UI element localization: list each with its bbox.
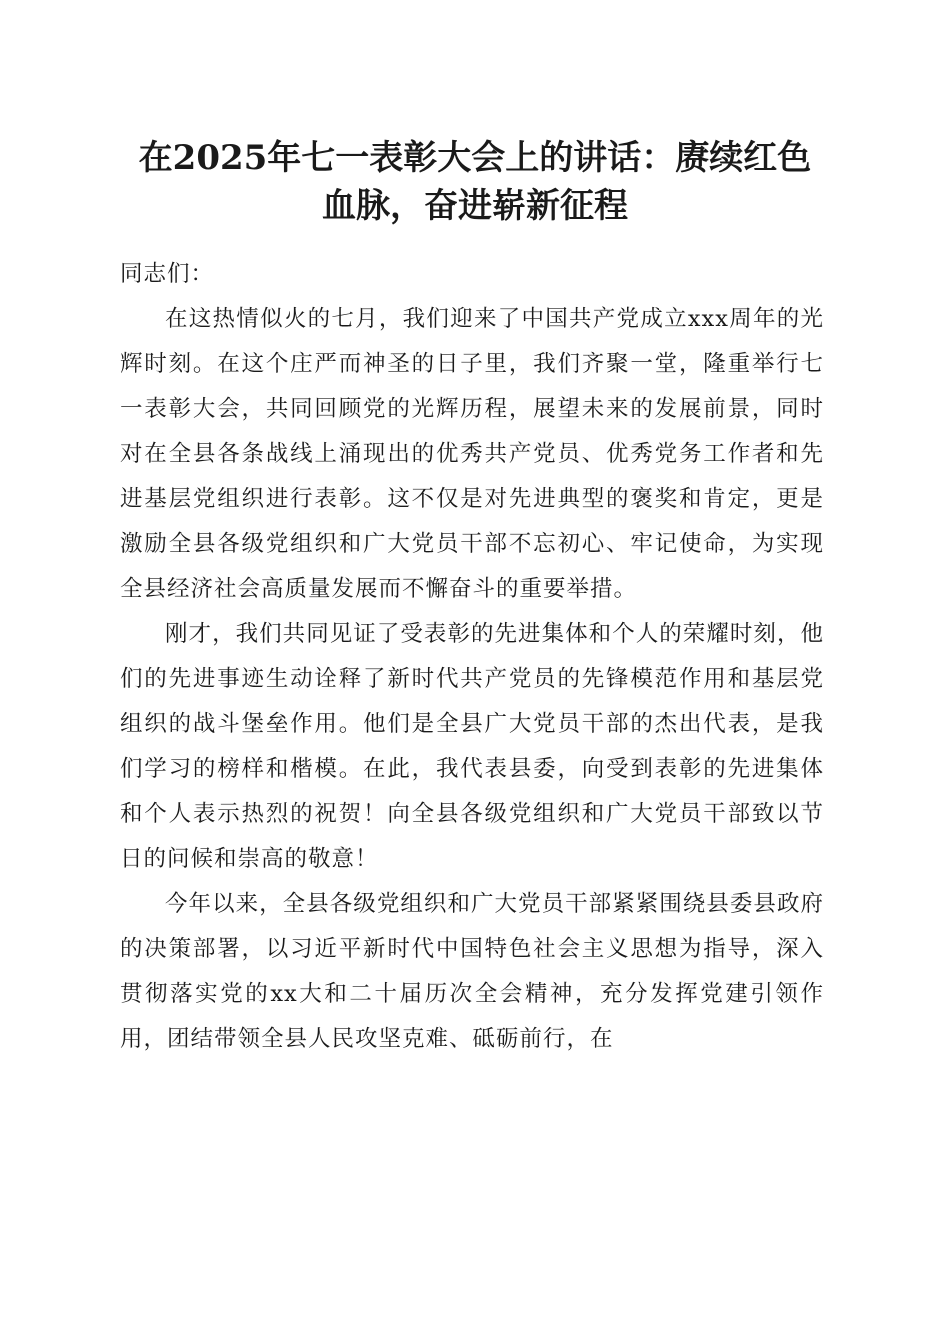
- paragraph-1: 在这热情似火的七月，我们迎来了中国共产党成立xxx周年的光辉时刻。在这个庄严而神圣的日子里，我们齐聚一堂，隆重举行七一表彰大会，共同回顾党的光辉历程，展望未来的发展前景，同时对在全县各条战线上涌现出的优秀共产党员、优秀党务工作者和先进基层党组织进行表彰。这不仅是对先进典型的褒奖和肯定，更是激励全县各级党组织和广大党员干部不忘初心、牢记使命，为实现全县经济社会高质量发展而不懈奋斗的重要举措。: [120, 306, 824, 602]
- paragraph-3: 今年以来，全县各级党组织和广大党员干部紧紧围绕县委县政府的决策部署，以习近平新时代中国特色社会主义思想为指导，深入贯彻落实党的xx大和二十届历次全会精神，充分发挥党建引领作用，团结带领全县人民攻坚克难、砥砺前行，在: [120, 891, 824, 1052]
- document-title: [100, 134, 850, 230]
- paragraph-2: 刚才，我们共同见证了受表彰的先进集体和个人的荣耀时刻，他们的先进事迹生动诠释了新时代共产党员的先锋模范作用和基层党组织的战斗堡垒作用。他们是全县广大党员干部的杰出代表，是我们学习的榜样和楷模。在此，我代表县委，向受到表彰的先进集体和个人表示热烈的祝贺！向全县各级党组织和广大党员干部致以节日的问候和崇高的敬意！: [120, 621, 824, 872]
- salutation: 同志们：: [120, 261, 215, 287]
- document-body: [120, 252, 824, 1062]
- title-line-2: 血脉，奋进崭新征程: [322, 186, 628, 226]
- title-line-1: 在2025年七一表彰大会上的讲话：赓续红色: [138, 138, 812, 178]
